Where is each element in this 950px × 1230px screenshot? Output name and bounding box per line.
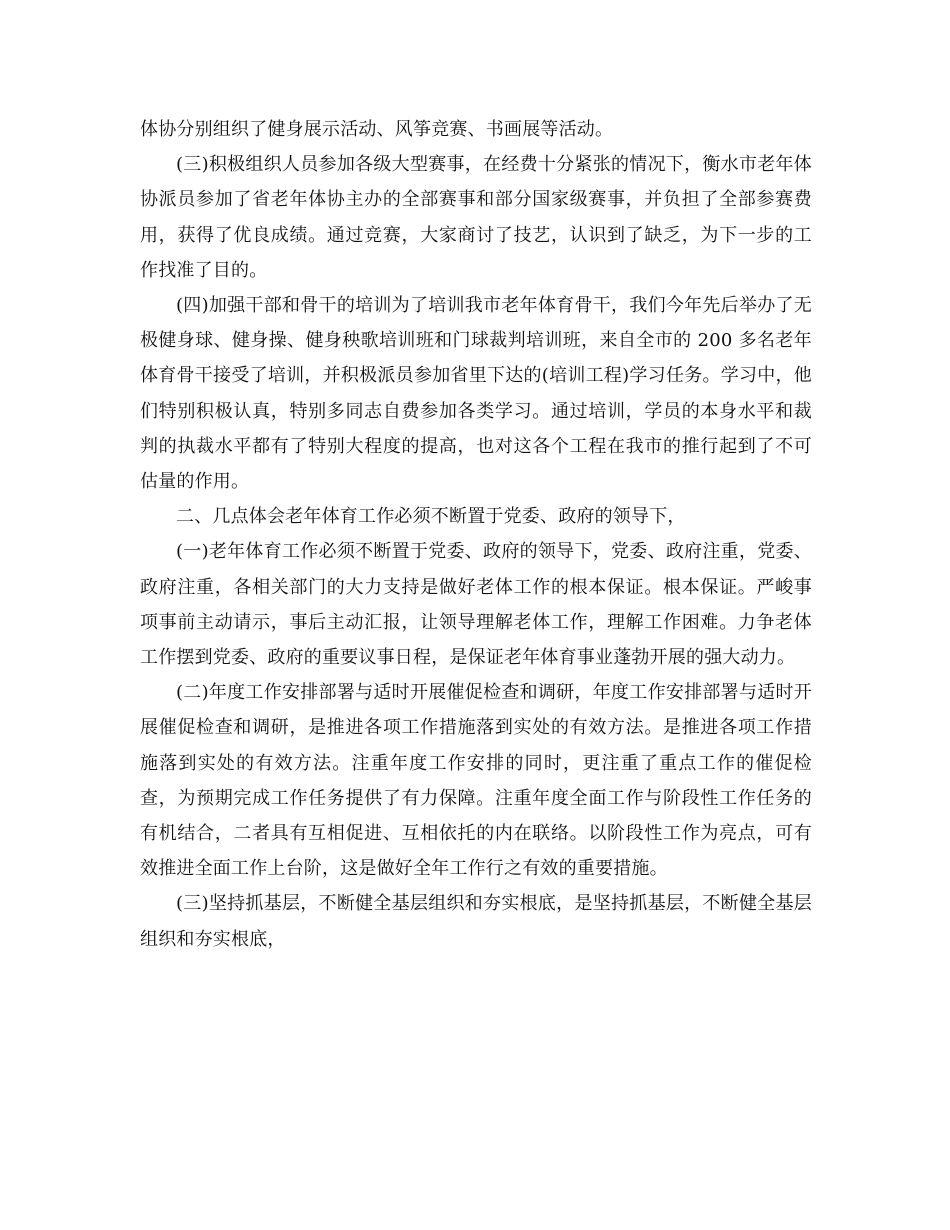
- paragraph-item-4-training: (四)加强干部和骨干的培训为了培训我市老年体育骨干，我们今年先后举办了无极健身球、健身操、健身秧歌培训班和门球裁判培训班，来自全市的 200 多名老年体育骨干接受了培训，并积极派员参加省里下达的(培训工程)学习任务。学习中，他们特别积极认真，特别多同志自费参加各类学习。通过培训，学员的本身水平和裁判的执裁水平都有了特别大程度的提高，也对这各个工程在我市的推行起到了不可估量的作用。: [140, 295, 812, 493]
- paragraph-item-3-competitions: (三)积极组织人员参加各级大型赛事，在经费十分紧张的情况下，衡水市老年体协派员参加了省老年体协主办的全部赛事和部分国家级赛事，并负担了全部参赛费用，获得了优良成绩。通过竞赛，大家商讨了技艺，认识到了缺乏，为下一步的工作找准了目的。: [140, 154, 812, 281]
- paragraph-experience-3: (三)坚持抓基层，不断健全基层组织和夯实根底，是坚持抓基层，不断健全基层组织和夯实根底，: [140, 893, 812, 950]
- document-body: [140, 112, 812, 957]
- section-heading-experience: 二、几点体会老年体育工作必须不断置于党委、政府的领导下，: [176, 506, 686, 528]
- paragraph-experience-2: (二)年度工作安排部署与适时开展催促检查和调研，年度工作安排部署与适时开展催促检查和调研，是推进各项工作措施落到实处的有效方法。是推进各项工作措施落到实处的有效方法。注重年度工作安排的同时，更注重了重点工作的催促检查，为预期完成工作任务提供了有力保障。注重年度全面工作与阶段性工作任务的有机结合，二者具有互相促进、互相依托的内在联络。以阶段性工作为亮点，可有效推进全面工作上台阶，这是做好全年工作行之有效的重要措施。: [140, 682, 812, 880]
- paragraph-experience-1: (一)老年体育工作必须不断置于党委、政府的领导下，党委、政府注重，党委、政府注重，各相关部门的大力支持是做好老体工作的根本保证。根本保证。严峻事项事前主动请示，事后主动汇报，让领导理解老体工作，理解工作困难。力争老体工作摆到党委、政府的重要议事日程，是保证老年体育事业蓬勃开展的强大动力。: [140, 541, 812, 669]
- paragraph-continued: 体协分别组织了健身展示活动、风筝竞赛、书画展等活动。: [140, 119, 614, 140]
